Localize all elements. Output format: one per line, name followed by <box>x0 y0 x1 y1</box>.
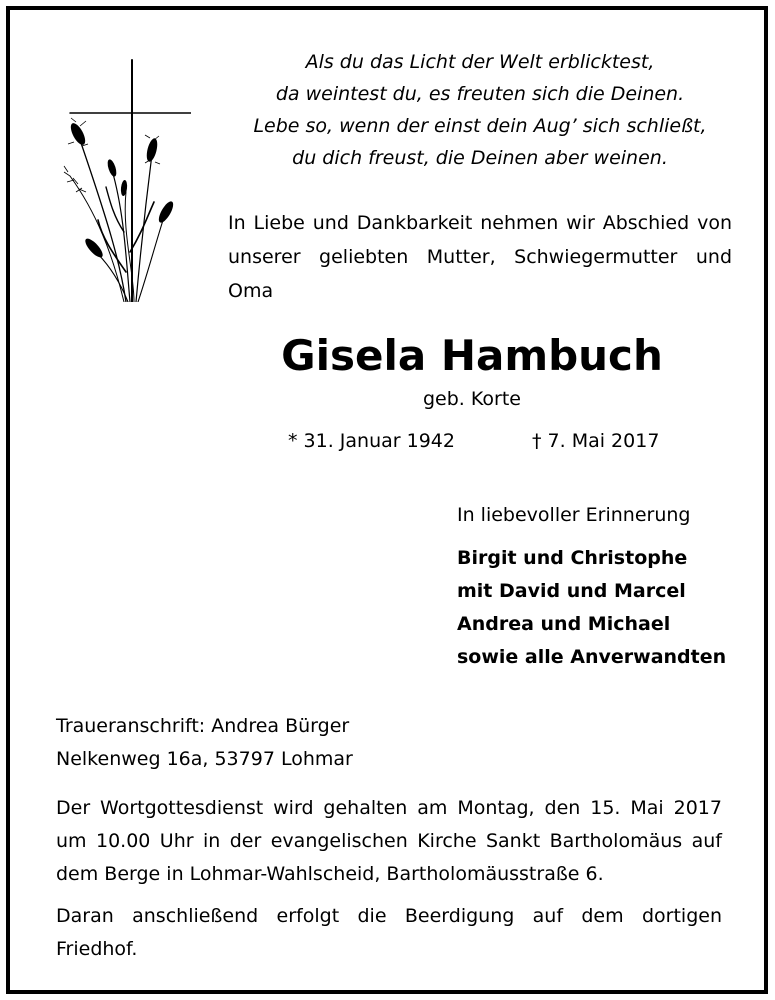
service-info: Der Wortgottesdienst wird gehalten am Montag, den 15. Mai 2017 um 10.00 Uhr in der evangelischen Kirche Sankt Bartholomäus auf dem Berge in Lohmar-Wahlscheid, Bartholomäusstraße 6. <box>56 797 722 885</box>
poem-line: Als du das Licht der Welt erblicktest, <box>305 51 655 73</box>
mourners-list <box>457 542 726 674</box>
mourner-name: Birgit und Christophe <box>457 547 688 569</box>
mourner-name: mit David und Marcel <box>457 580 686 602</box>
deceased-name: Gisela Hambuch <box>281 331 663 380</box>
poem-line: du dich freust, die Deinen aber weinen. <box>292 147 668 169</box>
death-date: † 7. Mai 2017 <box>532 430 660 452</box>
maiden-name: geb. Korte <box>423 388 521 410</box>
poem-line: da weintest du, es freuten sich die Deinen. <box>275 83 685 105</box>
cross-with-wheat-icon <box>56 52 191 302</box>
poem-line: Lebe so, wenn der einst dein Aug’ sich schließt, <box>253 115 707 137</box>
intro-text: In Liebe und Dankbarkeit nehmen wir Abschied von unserer geliebten Mutter, Schwiegermutter und Oma <box>228 212 732 302</box>
burial-info: Daran anschließend erfolgt die Beerdigung auf dem dortigen Friedhof. <box>56 905 722 960</box>
obituary-notice <box>6 6 768 994</box>
birth-date: * 31. Januar 1942 <box>288 430 455 452</box>
mourner-name: Andrea und Michael <box>457 613 671 635</box>
address-line: Traueranschrift: Andrea Bürger <box>56 715 350 737</box>
mourning-address <box>56 710 353 776</box>
address-line: Nelkenweg 16a, 53797 Lohmar <box>56 748 353 770</box>
poem <box>210 46 750 174</box>
mourner-name: sowie alle Anverwandten <box>457 646 727 668</box>
mourners-heading: In liebevoller Erinnerung <box>457 504 691 526</box>
